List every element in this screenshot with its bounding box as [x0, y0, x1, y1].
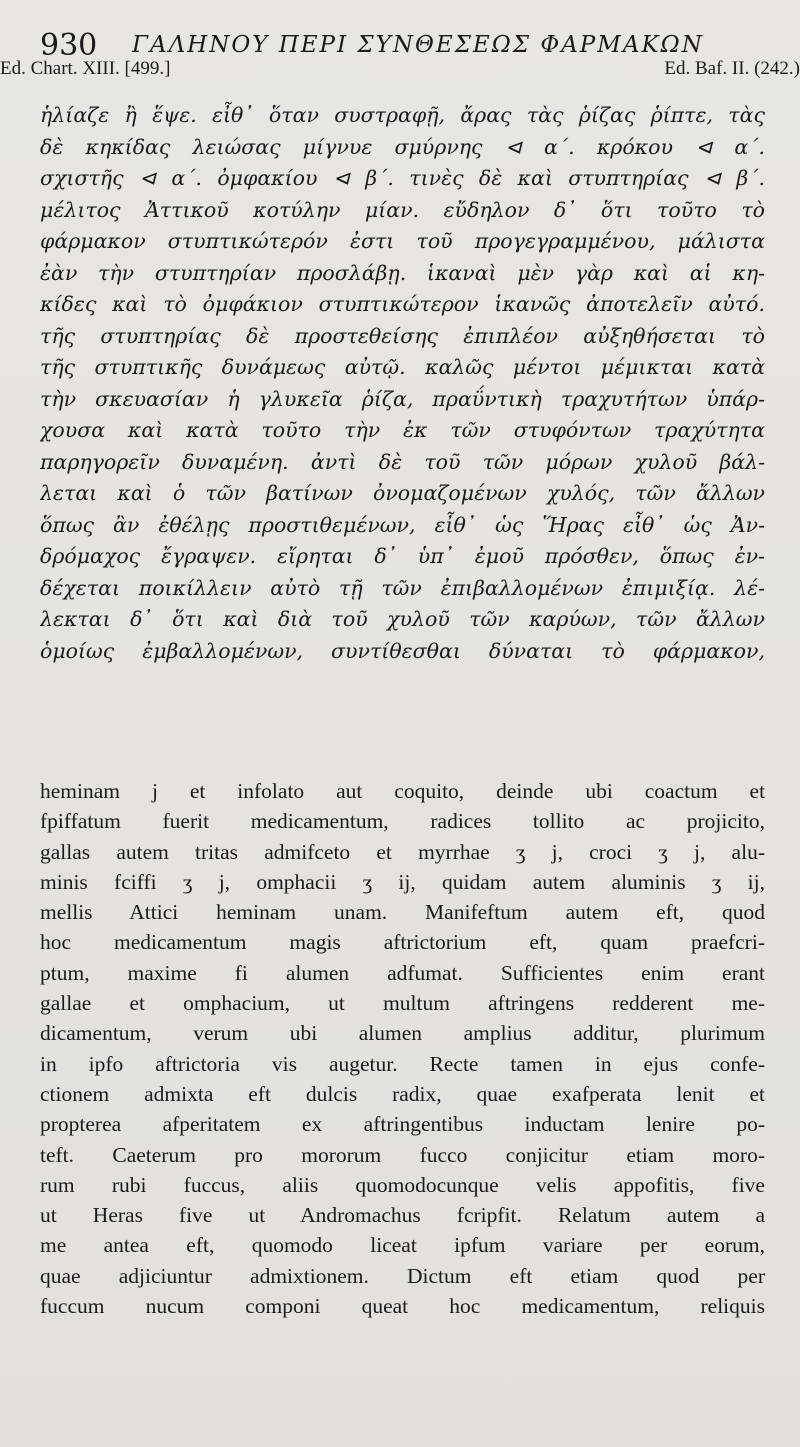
latin-text-line: propterea afperitatem ex aftringentibus inductam lenire po- [40, 1112, 765, 1137]
greek-text-line: δέχεται ποικίλλειν αὐτὸ τῇ τῶν ἐπιβαλλομένων ἐπιμιξίᾳ. λέ- [40, 575, 766, 600]
greek-text-line: παρηγορεῖν δυναμένη. ἀντὶ δὲ τοῦ τῶν μόρων χυλοῦ βάλ- [40, 449, 766, 474]
latin-text-line: hoc medicamentum magis aftrictorium eft, quam praefcri- [40, 930, 765, 955]
greek-text-line: χουσα καὶ κατὰ τοῦτο τὴν ἐκ τῶν στυφόντων τραχύτητα [40, 418, 765, 442]
greek-text-line: ὁμοίως ἐμβαλλομένων, συντίθεσθαι δύναται τὸ φάρμακον, [40, 638, 766, 663]
greek-text-line: δὲ κηκίδας λειώσας μίγνυε σμύρνης ⊲ α΄. κρόκου ⊲ α΄. [40, 134, 766, 159]
greek-text-line: κίδες καὶ τὸ ὀμφάκιον στυπτικώτερον ἱκανῶς ἀποτελεῖν αὐτό. [40, 292, 765, 316]
greek-text-line: λεται καὶ ὁ τῶν βατίνων ὀνομαζομένων χυλός, τῶν ἄλλων [40, 481, 766, 505]
greek-text-line: τὴν σκευασίαν ἡ γλυκεῖα ῥίζα, πραΰντικὴ τραχυτήτων ὑπάρ- [40, 386, 765, 411]
running-title: ΓΑΛΗΝΟΥ ΠΕΡΙ ΣΥΝΘΕΣΕΩΣ ΦΑΡΜΑΚΩΝ [132, 32, 704, 58]
greek-text-block [40, 100, 770, 667]
latin-text-block [40, 776, 770, 1321]
latin-text-line: mellis Attici heminam unam. Manifeftum autem eft, quod [40, 900, 766, 925]
latin-text-line: gallas autem tritas admifceto et myrrhae ʒ j, croci ʒ j, alu- [40, 839, 765, 864]
latin-text-line: teft. Caeterum pro mororum fucco conjicitur etiam moro- [40, 1142, 765, 1167]
greek-text-line: ἡλίαζε ἢ ἕψε. εἶθ᾽ ὅταν συστραφῇ, ἄρας τὰς ῥίζας ῥίπτε, τὰς [40, 103, 765, 127]
page-number: 930 [40, 28, 98, 63]
latin-text-line: minis fciffi ʒ j, omphacii ʒ ij, quidam autem aluminis ʒ ij, [40, 869, 765, 894]
latin-text-line: ut Heras five ut Andromachus fcripfit. Relatum autem a [40, 1203, 766, 1228]
latin-text-line: gallae et omphacium, ut multum aftringens redderent me- [40, 991, 765, 1016]
greek-text-line: ἐὰν τὴν στυπτηρίαν προσλάβῃ. ἱκαναὶ μὲν γὰρ καὶ αἱ κη- [40, 260, 766, 285]
greek-text-line: ὅπως ἂν ἐθέλῃς προστιθεμένων, εἶθ᾽ ὡς Ἥρας εἶθ᾽ ὡς Ἀν- [40, 512, 766, 537]
latin-text-line: fpiffatum fuerit medicamentum, radices tollito ac projicito, [40, 809, 765, 834]
edition-reference-left: Ed. Chart. XIII. [499.] [0, 58, 171, 79]
latin-text-line: in ipfo aftrictoria vis augetur. Recte tamen in ejus confe- [40, 1051, 766, 1076]
greek-text-line: σχιστῆς ⊲ α΄. ὀμφακίου ⊲ β΄. τινὲς δὲ καὶ στυπτηρίας ⊲ β΄. [40, 166, 765, 190]
latin-text-line: dicamentum, verum ubi alumen amplius additur, plurimum [40, 1021, 766, 1046]
latin-text-line: ctionem admixta eft dulcis radix, quae exafperata lenit et [40, 1081, 765, 1106]
greek-text-line: λεκται δ᾽ ὅτι καὶ διὰ τοῦ χυλοῦ τῶν καρύων, τῶν ἄλλων [40, 607, 765, 631]
latin-text-line: ptum, maxime fi alumen adfumat. Sufficientes enim erant [40, 960, 766, 985]
latin-text-line: quae adjiciuntur admixtionem. Dictum eft etiam quod per [40, 1263, 766, 1288]
greek-text-line: δρόμαχος ἔγραψεν. εἴρηται δ᾽ ὑπ᾽ ἐμοῦ πρόσθεν, ὅπως ἐν- [40, 544, 765, 568]
latin-text-line: rum rubi fuccus, aliis quomodocunque velis appofitis, five [40, 1172, 765, 1197]
greek-text-line: τῆς στυπτηρίας δὲ προστεθείσης ἐπιπλέον αὐξηθήσεται τὸ [40, 323, 765, 348]
latin-text-line: fuccum nucum componi queat hoc medicamentum, reliquis [40, 1294, 765, 1319]
greek-text-line: μέλιτος Ἀττικοῦ κοτύλην μίαν. εὔδηλον δ᾽ ὅτι τοῦτο τὸ [40, 197, 765, 222]
greek-text-line: φάρμακον στυπτικώτερόν ἐστι τοῦ προγεγραμμένου, μάλιστα [40, 229, 765, 253]
edition-reference-right: Ed. Baf. II. (242.) [664, 58, 800, 79]
greek-text-line: τῆς στυπτικῆς δυνάμεως αὐτῷ. καλῶς μέντοι μέμικται κατὰ [40, 355, 765, 379]
latin-text-line: me antea eft, quomodo liceat ipfum variare per eorum, [40, 1233, 765, 1258]
latin-text-line: heminam j et infolato aut coquito, deinde ubi coactum et [40, 779, 766, 803]
